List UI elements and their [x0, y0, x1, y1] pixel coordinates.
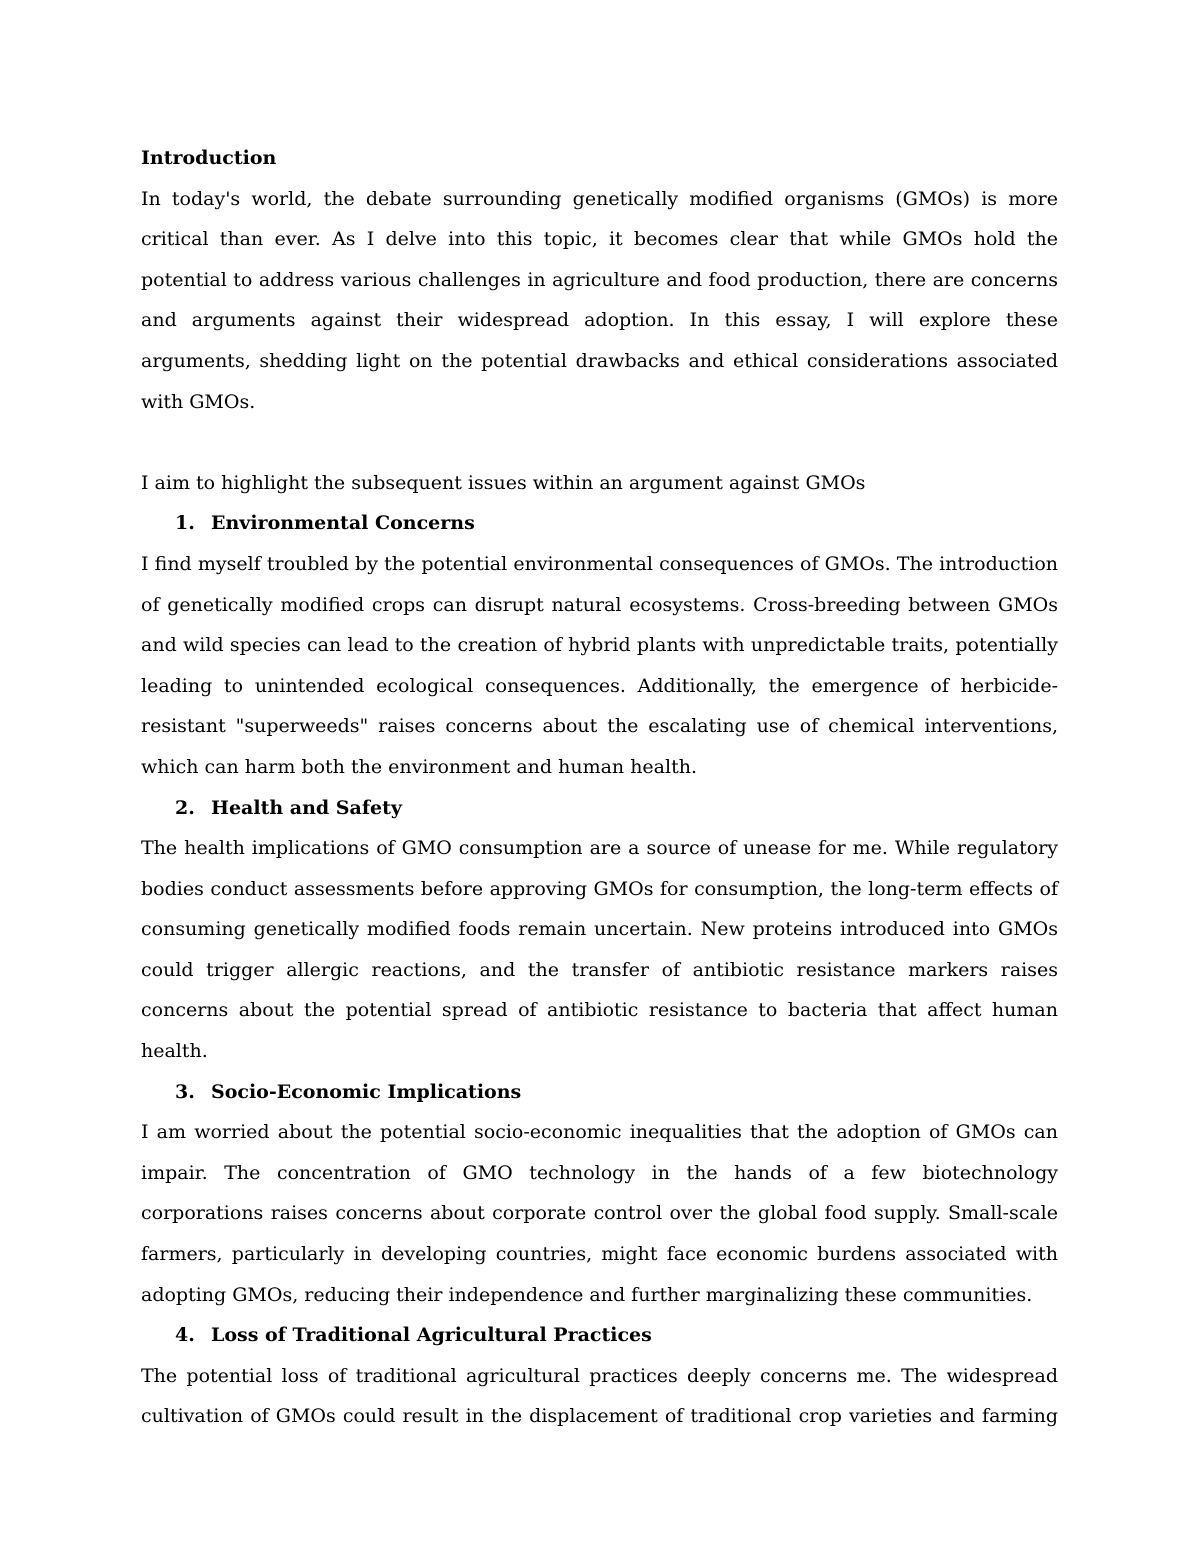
- section-body-traditional-practices: The potential loss of traditional agricultural practices deeply concerns me. The widespread cultivation of GMOs could result in the displacement of traditional crop varieties and farming: [141, 1364, 1058, 1428]
- section-title: Socio-Economic Implications: [211, 1080, 522, 1103]
- section-heading-health: [141, 788, 1058, 829]
- lead-in-sentence: I aim to highlight the subsequent issues within an argument against GMOs: [141, 471, 866, 494]
- section-number: 3.: [175, 1080, 195, 1103]
- section-number: 2.: [175, 796, 195, 819]
- section-heading-environmental: [141, 503, 1058, 544]
- section-heading-socio-economic: [141, 1072, 1058, 1113]
- section-body-health: The health implications of GMO consumption are a source of unease for me. While regulatory bodies conduct assessments before approving GMOs for consumption, the long-term effects of consuming genetically modified foods remain uncertain. New proteins introduced into GMOs could trigger allergic reactions, and the transfer of antibiotic resistance markers raises concerns about the potential spread of antibiotic resistance to bacteria that affect human health.: [141, 837, 1058, 1063]
- section-body-socio-economic: I am worried about the potential socio-economic inequalities that the adoption of GMOs can impair. The concentration of GMO technology in the hands of a few biotechnology corporations raises concerns about corporate control over the global food supply. Small-scale farmers, particularly in developing countries, might face economic burdens associated with adopting GMOs, reducing their independence and further marginalizing these communities.: [141, 1121, 1058, 1306]
- section-body-environmental: I find myself troubled by the potential environmental consequences of GMOs. The introduction of genetically modified crops can disrupt natural ecosystems. Cross-breeding between GMOs and wild species can lead to the creation of hybrid plants with unpredictable traits, potentially leading to unintended ecological consequences. Additionally, the emergence of herbicide-resistant "superweeds" raises concerns about the escalating use of chemical interventions, which can harm both the environment and human health.: [141, 552, 1058, 778]
- paragraph-spacer: [141, 422, 1058, 463]
- section-heading-traditional-practices: [141, 1315, 1058, 1356]
- section-number: 4.: [175, 1324, 195, 1347]
- document-page: [141, 138, 1058, 1437]
- section-title: Health and Safety: [211, 796, 402, 819]
- section-title: Loss of Traditional Agricultural Practices: [211, 1324, 652, 1347]
- intro-paragraph: In today's world, the debate surrounding genetically modified organisms (GMOs) is more critical than ever. As I delve into this topic, it becomes clear that while GMOs hold the potential to address various challenges in agriculture and food production, there are concerns and arguments against their widespread adoption. In this essay, I will explore these arguments, shedding light on the potential drawbacks and ethical considerations associated with GMOs.: [141, 187, 1058, 413]
- intro-heading: Introduction: [141, 147, 277, 169]
- section-number: 1.: [175, 512, 195, 535]
- section-title: Environmental Concerns: [211, 512, 475, 535]
